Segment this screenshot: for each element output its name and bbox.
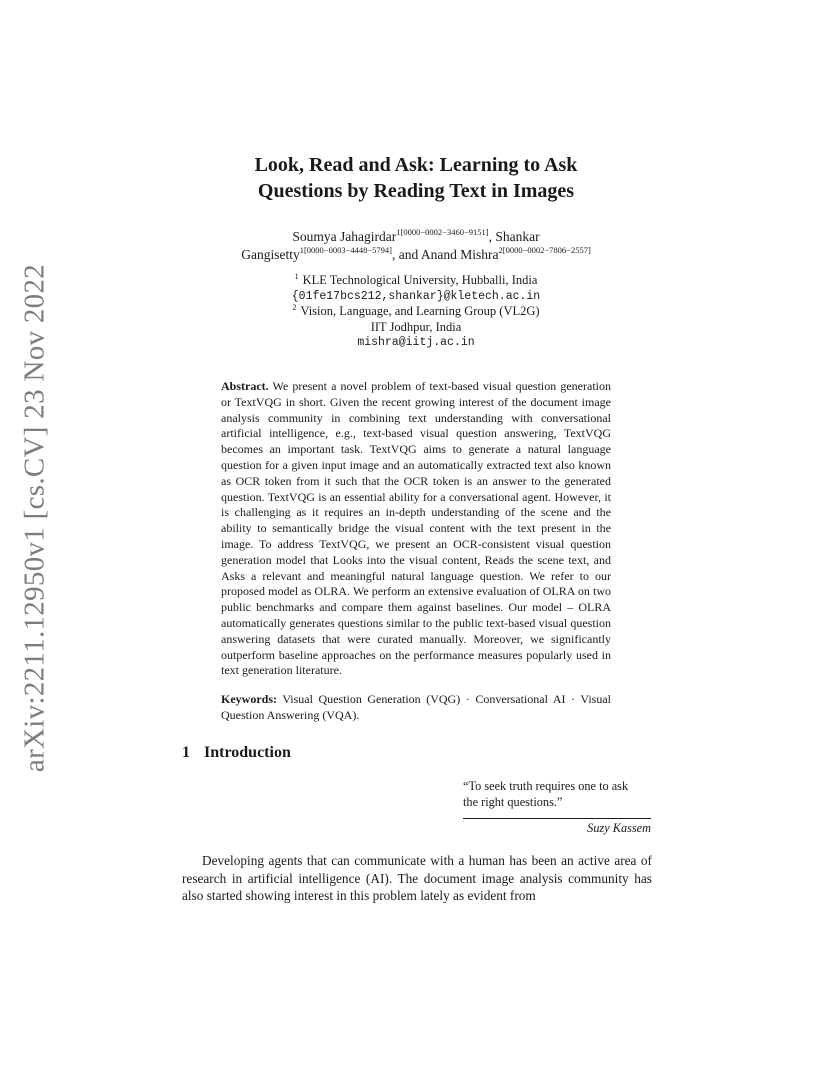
affiliation-2-location: IIT Jodhpur, India [370,319,462,334]
author-1-orcid[interactable]: 1[0000−0002−3460−9151] [396,227,489,237]
affiliation-1 [240,273,592,289]
abstract-text: We present a novel problem of text-based visual question generation or TextVQG in short. Given the recent growing interest of the document image analysis community in combining text understanding with conversational artificial intelligence, e.g., text-based visual question answering, TextVQG becomes an important task. TextVQG aims to generate a natural language question for a given input image and an automatically extracted text also known as OCR token from it such that the OCR token is an answer to the generated question. TextVQG is an essential ability for a conversational agent. However, it is challenging as it requires an in-depth understanding of the scene and the ability to semantically bridge the visual content with the text present in the image. To address TextVQG, we present an OCR-consistent visual question generation model that Looks into the visual content, Reads the scene text, and Asks a relevant and meaningful natural language question. We refer to our proposed model as OLRA. We perform an extensive evaluation of OLRA on two public benchmarks and compare them against baselines. Our model – OLRA automatically generates questions similar to the public text-based visual question answering datasets that were curated manually. Moreover, we significantly outperform baseline approaches on the performance measures popularly used in text generation literature. [221,379,611,678]
author-3-orcid[interactable]: 2[0000−0002−7806−2557] [498,245,591,255]
keywords-label: Keywords: [221,692,277,706]
arxiv-stamp-text[interactable]: arXiv:2211.12950v1 [cs.CV] 23 Nov 2022 [18,263,51,773]
section-number: 1 [182,744,190,761]
affiliation-1-email[interactable]: {01fe17bcs212,shankar}@kletech.ac.in [291,289,541,303]
author-2-name: Gangisetty [241,247,300,262]
epigraph-rule [463,818,651,819]
epigraph-line-2: the right questions.” [463,794,563,809]
paper-title [180,152,652,204]
affiliation-1-institution: KLE Technological University, Hubballi, India [302,273,538,287]
section-title: Introduction [204,744,291,761]
keywords-text: Visual Question Generation (VQG) · Conversational AI · Visual Question Answering (VQA). [221,692,611,722]
affiliations [240,273,592,351]
abstract [221,379,611,679]
keywords [221,692,611,724]
title-line-2: Questions by Reading Text in Images [257,180,575,202]
author-2-orcid[interactable]: 1[0000−0003−4448−5794] [299,245,392,255]
epigraph-author: Suzy Kassem [587,821,651,835]
epigraph-line-1: “To seek truth requires one to ask [463,779,629,793]
section-heading [182,744,291,762]
abstract-label: Abstract. [221,379,269,393]
affiliation-2-institution: Vision, Language, and Learning Group (VL2G) [300,304,540,318]
author-separator-2: , and Anand Mishra [392,247,499,262]
title-line-1: Look, Read and Ask: Learning to Ask [254,154,578,176]
affiliation-2 [240,304,592,320]
author-separator-1: , Shankar [488,229,540,244]
intro-paragraph: Developing agents that can communicate with a human has been an active area of research in artificial intelligence (AI). The document image analysis community has also started showing interest in this problem lately as evident from [182,853,652,903]
author-list [150,228,682,264]
epigraph [463,779,651,837]
author-1-name: Soumya Jahagirdar [292,229,397,244]
affiliation-1-mark: 1 [294,272,299,281]
affiliation-2-email[interactable]: mishra@iitj.ac.in [357,336,475,349]
affiliation-2-mark: 2 [292,303,297,312]
